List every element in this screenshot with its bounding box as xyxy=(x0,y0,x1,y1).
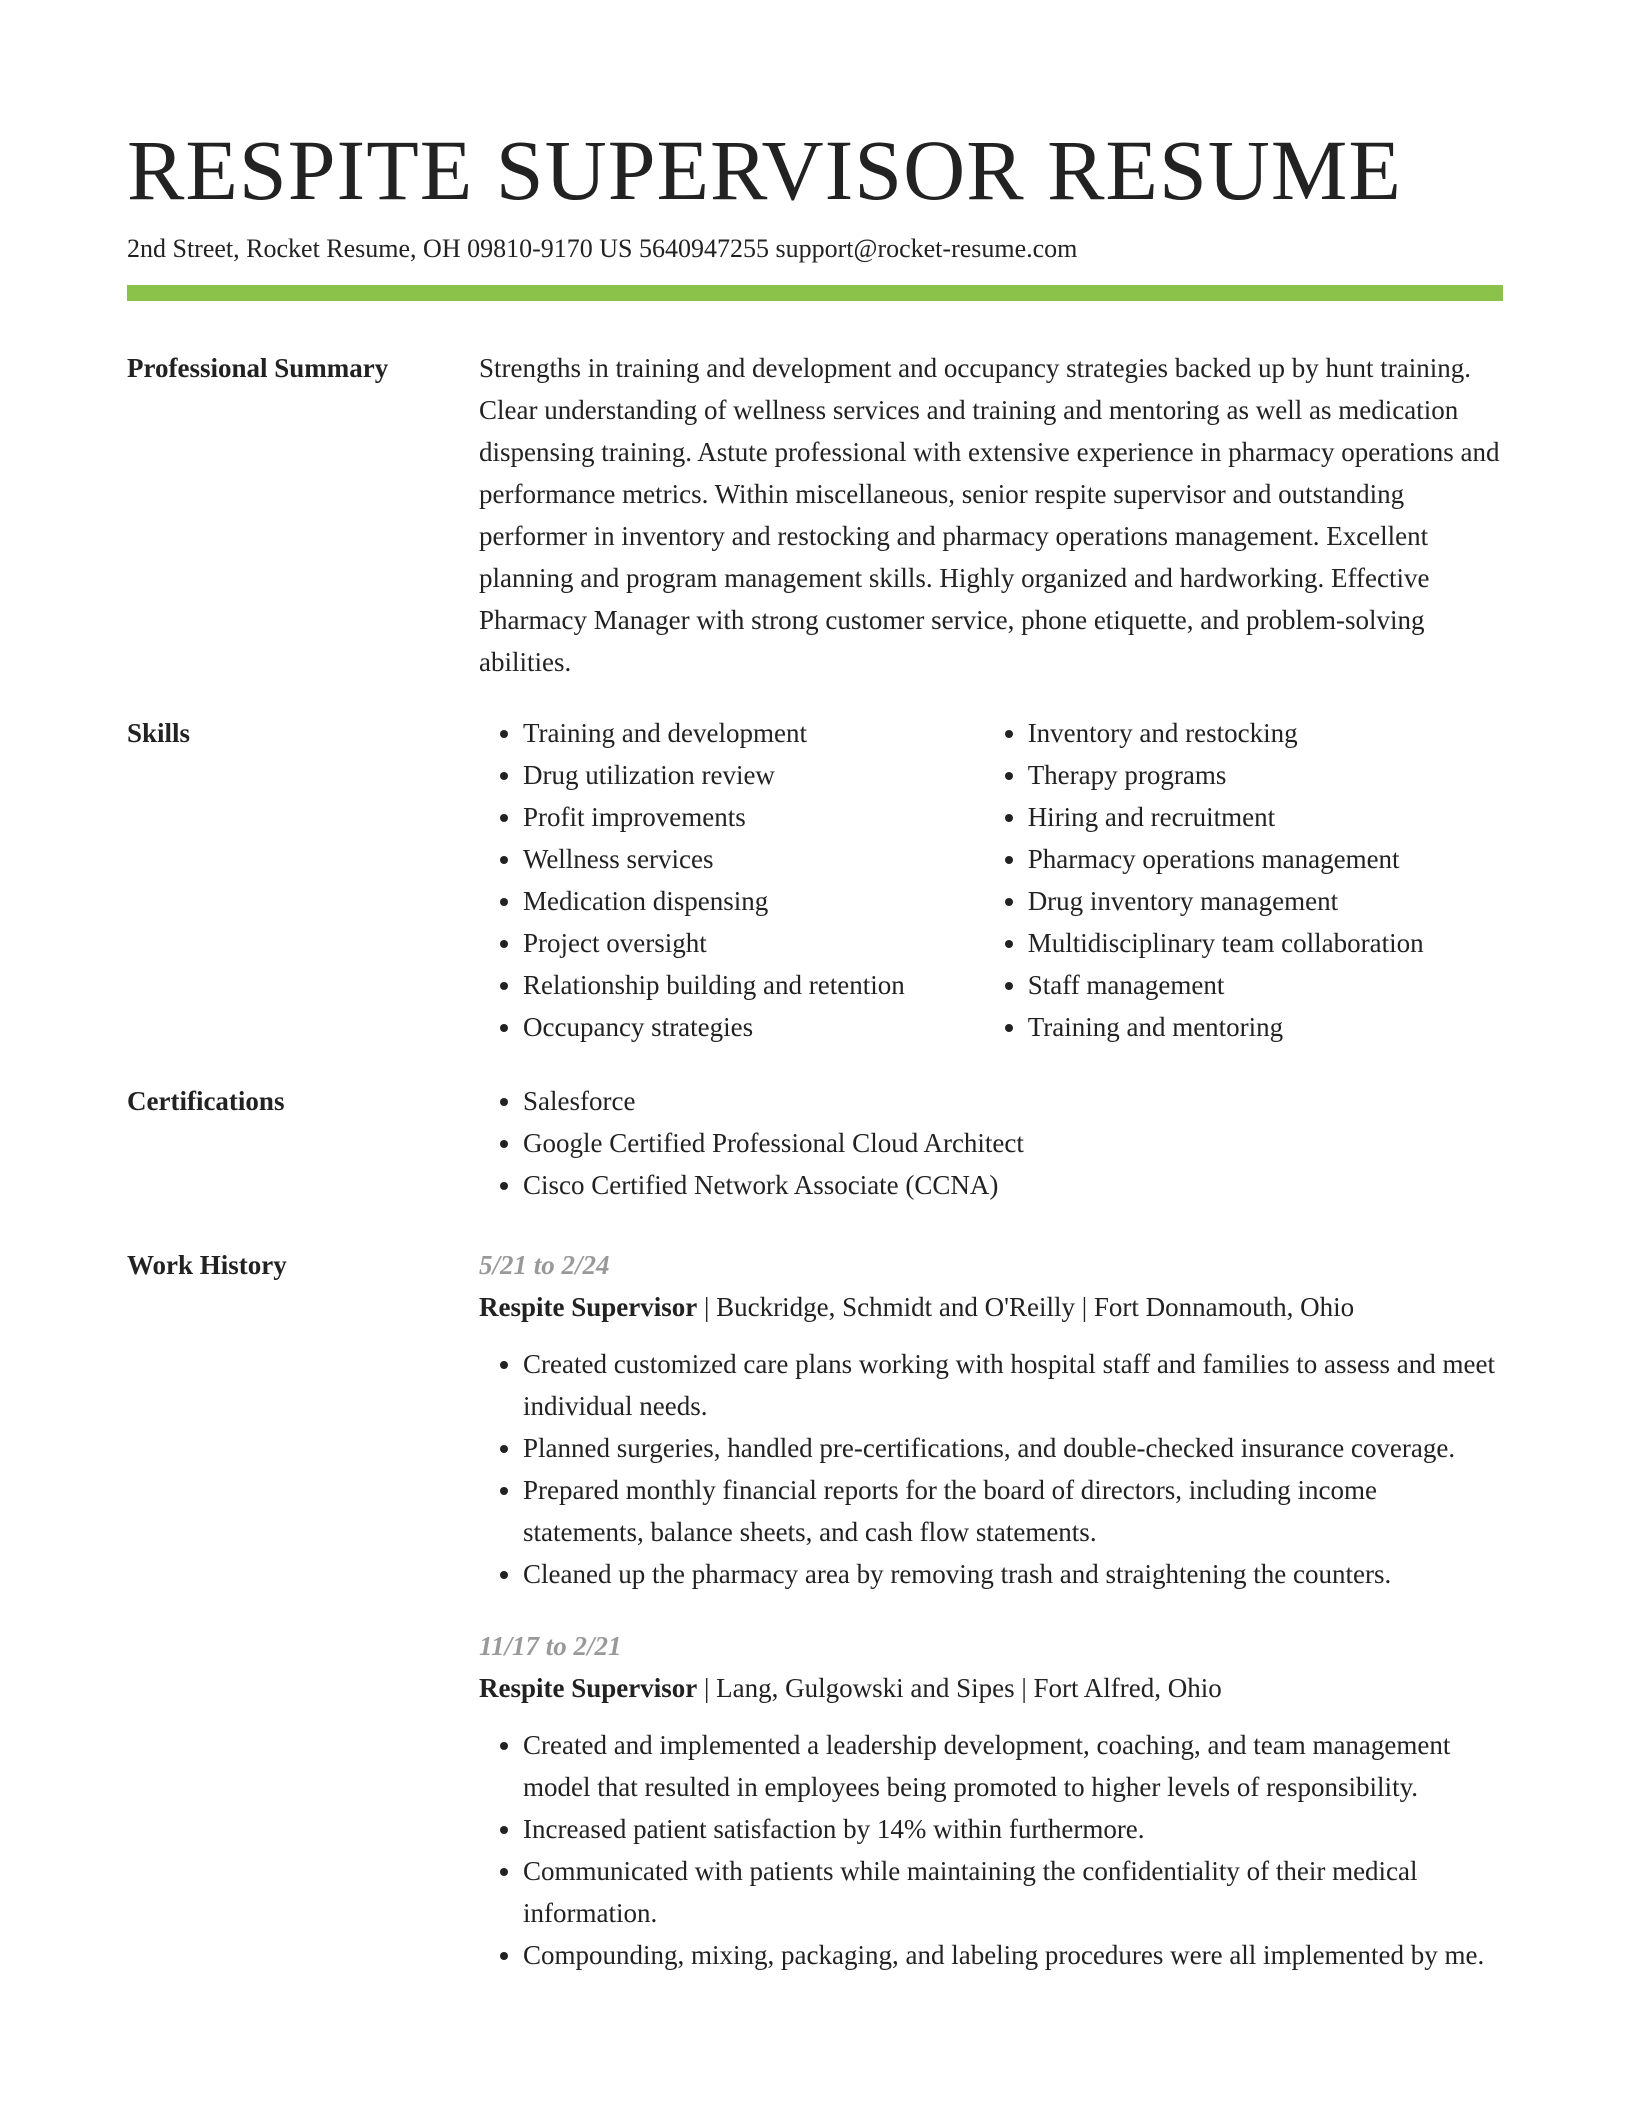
job-bullets xyxy=(479,1343,1503,1595)
job-bullet: • Cleaned up the pharmacy area by removing trash and straightening the counters. xyxy=(523,1553,1503,1595)
job-title: Respite Supervisor xyxy=(479,1673,698,1703)
certifications-list xyxy=(479,1080,1503,1206)
skills-list-right xyxy=(984,712,1503,1048)
skill-item: • Occupancy strategies xyxy=(523,1006,984,1048)
certification-item: • Cisco Certified Network Associate (CCNA) xyxy=(523,1164,1503,1206)
summary-label: Professional Summary xyxy=(127,353,389,383)
job-bullet: • Prepared monthly financial reports for the board of directors, including income statements, balance sheets, and cash flow statements. xyxy=(523,1469,1503,1553)
skill-item: • Multidisciplinary team collaboration xyxy=(1028,922,1503,964)
skill-item: • Training and development xyxy=(523,712,984,754)
skill-item: • Drug inventory management xyxy=(1028,880,1503,922)
skill-item: • Pharmacy operations management xyxy=(1028,838,1503,880)
skill-item: • Project oversight xyxy=(523,922,984,964)
skill-item: • Drug utilization review xyxy=(523,754,984,796)
skill-item: • Inventory and restocking xyxy=(1028,712,1503,754)
certification-item: • Google Certified Professional Cloud Architect xyxy=(523,1122,1503,1164)
skill-item: • Hiring and recruitment xyxy=(1028,796,1503,838)
job-details: | Buckridge, Schmidt and O'Reilly | Fort Donnamouth, Ohio xyxy=(697,1292,1355,1322)
summary-text: Strengths in training and development and occupancy strategies backed up by hunt training. Clear understanding of wellness services and training and mentoring as well as medication dispensing training. Astute professional with extensive experience in pharmacy operations and performance metrics. Within miscellaneous, senior respite supervisor and outstanding performer in inventory and restocking and pharmacy operations management. Excellent planning and program management skills. Highly organized and hardworking. Effective Pharmacy Manager with strong customer service, phone etiquette, and problem-solving abilities. xyxy=(479,353,1500,677)
skill-item: • Relationship building and retention xyxy=(523,964,984,1006)
job-bullet: • Increased patient satisfaction by 14% within furthermore. xyxy=(523,1808,1503,1850)
header-divider xyxy=(127,285,1503,301)
contact-line: 2nd Street, Rocket Resume, OH 09810-9170 US 5640947255 support@rocket-resume.com xyxy=(127,234,1078,263)
job-bullet: • Communicated with patients while maintaining the confidentiality of their medical information. xyxy=(523,1850,1503,1934)
job-heading xyxy=(479,1667,1503,1709)
job-bullet: • Planned surgeries, handled pre-certifications, and double-checked insurance coverage. xyxy=(523,1427,1503,1469)
job-heading xyxy=(479,1286,1503,1328)
skill-item: • Staff management xyxy=(1028,964,1503,1006)
job-entry xyxy=(479,1625,1503,1976)
certifications-label: Certifications xyxy=(127,1086,285,1116)
skills-label: Skills xyxy=(127,718,191,748)
skill-item: • Wellness services xyxy=(523,838,984,880)
certification-item: • Salesforce xyxy=(523,1080,1503,1122)
skill-item: • Therapy programs xyxy=(1028,754,1503,796)
work-history-label: Work History xyxy=(127,1250,287,1280)
job-title: Respite Supervisor xyxy=(479,1292,698,1322)
job-bullet: • Created customized care plans working with hospital staff and families to assess and meet individual needs. xyxy=(523,1343,1503,1427)
job-bullets xyxy=(479,1724,1503,1976)
resume-title: RESPITE SUPERVISOR RESUME xyxy=(127,122,1402,218)
skill-item: • Medication dispensing xyxy=(523,880,984,922)
job-dates: 11/17 to 2/21 xyxy=(479,1631,622,1661)
skills-list-left xyxy=(479,712,984,1048)
job-details: | Lang, Gulgowski and Sipes | Fort Alfred, Ohio xyxy=(697,1673,1222,1703)
skill-item: • Profit improvements xyxy=(523,796,984,838)
skill-item: • Training and mentoring xyxy=(1028,1006,1503,1048)
job-entry xyxy=(479,1244,1503,1595)
job-bullet: • Created and implemented a leadership development, coaching, and team management model that resulted in employees being promoted to higher levels of responsibility. xyxy=(523,1724,1503,1808)
job-dates: 5/21 to 2/24 xyxy=(479,1250,610,1280)
job-bullet: • Compounding, mixing, packaging, and labeling procedures were all implemented by me. xyxy=(523,1934,1503,1976)
